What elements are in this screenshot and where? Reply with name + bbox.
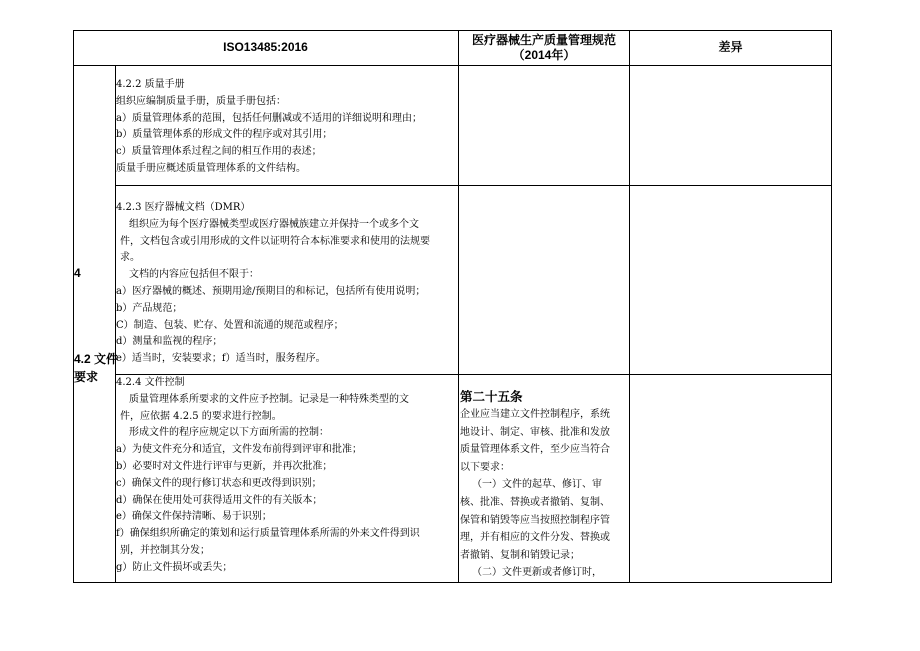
text-line: 文档的内容应包括但不限于： (129, 269, 259, 281)
text-line: 理，并有相应的文件分发、替换或 (460, 532, 610, 544)
header-gmp (459, 30, 629, 65)
text-line: 件，文档包含或引用形成的文件以证明符合本标准要求和使用的法规要 (120, 235, 430, 247)
section-4-2-2 (116, 77, 458, 178)
text-line: 者撤销、复制和销毁记录； (460, 549, 580, 561)
col-divider-2 (629, 30, 630, 583)
text-line: 组织应编制质量手册，质量手册包括： (116, 95, 286, 107)
text-line: g）防止文件损坏或丢失； (116, 561, 233, 573)
text-line: 质量手册应概述质量管理体系的文件结构。 (116, 162, 306, 174)
table-border-bottom (73, 582, 832, 583)
text-line: （一）文件的起草、修订、审 (472, 479, 602, 491)
article-title: 第二十五条 (460, 390, 523, 404)
table-border-left (73, 30, 74, 583)
text-line: 4.2.2 质量手册 (116, 79, 185, 90)
text-line: 件，应依据 4.2.5 的要求进行控制。 (120, 410, 282, 422)
section-4-2-3 (116, 200, 458, 368)
text-line: 地设计、制定、审核、批准和发放 (460, 426, 610, 438)
text-line: 核、批准、替换或者撤销、复制、 (460, 496, 610, 508)
clause-number: 4 (74, 266, 81, 280)
text-line: a）为使文件充分和适宜，文件发布前得到评审和批准； (116, 444, 362, 456)
section-4-2-4 (116, 375, 458, 582)
text-line: b）必要时对文件进行评审与更新，并再次批准； (116, 460, 333, 472)
text-line: b）产品规范； (116, 302, 183, 314)
text-line: e）适当时，安装要求；f）适当时，服务程序。 (116, 353, 326, 365)
text-line: e）确保文件保持清晰、易于识别； (116, 511, 272, 523)
text-line: c）质量管理体系过程之间的相互作用的表述； (116, 146, 322, 158)
clause-title-line1: 4.2 文件 (74, 352, 119, 366)
header-gmp-text: 医疗器械生产质量管理规范（2014年） (471, 32, 616, 62)
text-line: 质量管理体系所要求的文件应予控制。记录是一种特殊类型的文 (129, 393, 409, 405)
text-line: 求。 (120, 252, 140, 264)
text-line: 4.2.4 文件控制 (116, 377, 185, 388)
text-line: 以下要求： (460, 461, 510, 473)
text-line: 组织应为每个医疗器械类型或医疗器械族建立并保持一个或多个文 (129, 218, 419, 230)
text-line: 4.2.3 医疗器械文档（DMR） (116, 202, 251, 213)
text-line: 保管和销毁等应当按照控制程序管 (460, 514, 610, 526)
text-line: （二）文件更新或者修订时， (472, 567, 602, 579)
header-iso (73, 30, 458, 65)
text-line: a）医疗器械的概述、预期用途/预期目的和标记，包括所有使用说明； (116, 285, 426, 297)
text-line: 质量管理体系文件，至少应当符合 (460, 444, 610, 456)
clause-title-line2: 要求 (74, 370, 99, 384)
text-line: 别，并控制其分发； (120, 544, 210, 556)
text-line: a）质量管理体系的范围，包括任何删减或不适用的详细说明和理由； (116, 112, 422, 124)
col-divider-1 (458, 30, 459, 583)
row-divider-1 (115, 185, 832, 186)
table-border-right (831, 30, 832, 583)
text-line: 企业应当建立文件控制程序，系统 (460, 409, 610, 420)
text-line: f）确保组织所确定的策划和运行质量管理体系所需的外来文件得到识 (116, 528, 420, 540)
header-divider (73, 65, 832, 66)
text-line: d）确保在使用处可获得适用文件的有关版本； (116, 494, 323, 506)
gmp-article-25 (460, 388, 628, 582)
text-line: C）制造、包装、贮存、处置和流通的规范或程序； (116, 319, 344, 331)
header-diff-text: 差异 (718, 40, 743, 54)
text-line: b）质量管理体系的形成文件的程序或对其引用； (116, 129, 333, 141)
comparison-table (73, 30, 832, 583)
text-line: c）确保文件的现行修订状态和更改得到识别； (116, 477, 322, 489)
header-diff (630, 30, 831, 65)
text-line: d）测量和监视的程序； (116, 336, 223, 348)
header-iso-text: ISO13485:2016 (223, 40, 308, 54)
text-line: 形成文件的程序应规定以下方面所需的控制： (129, 427, 329, 439)
